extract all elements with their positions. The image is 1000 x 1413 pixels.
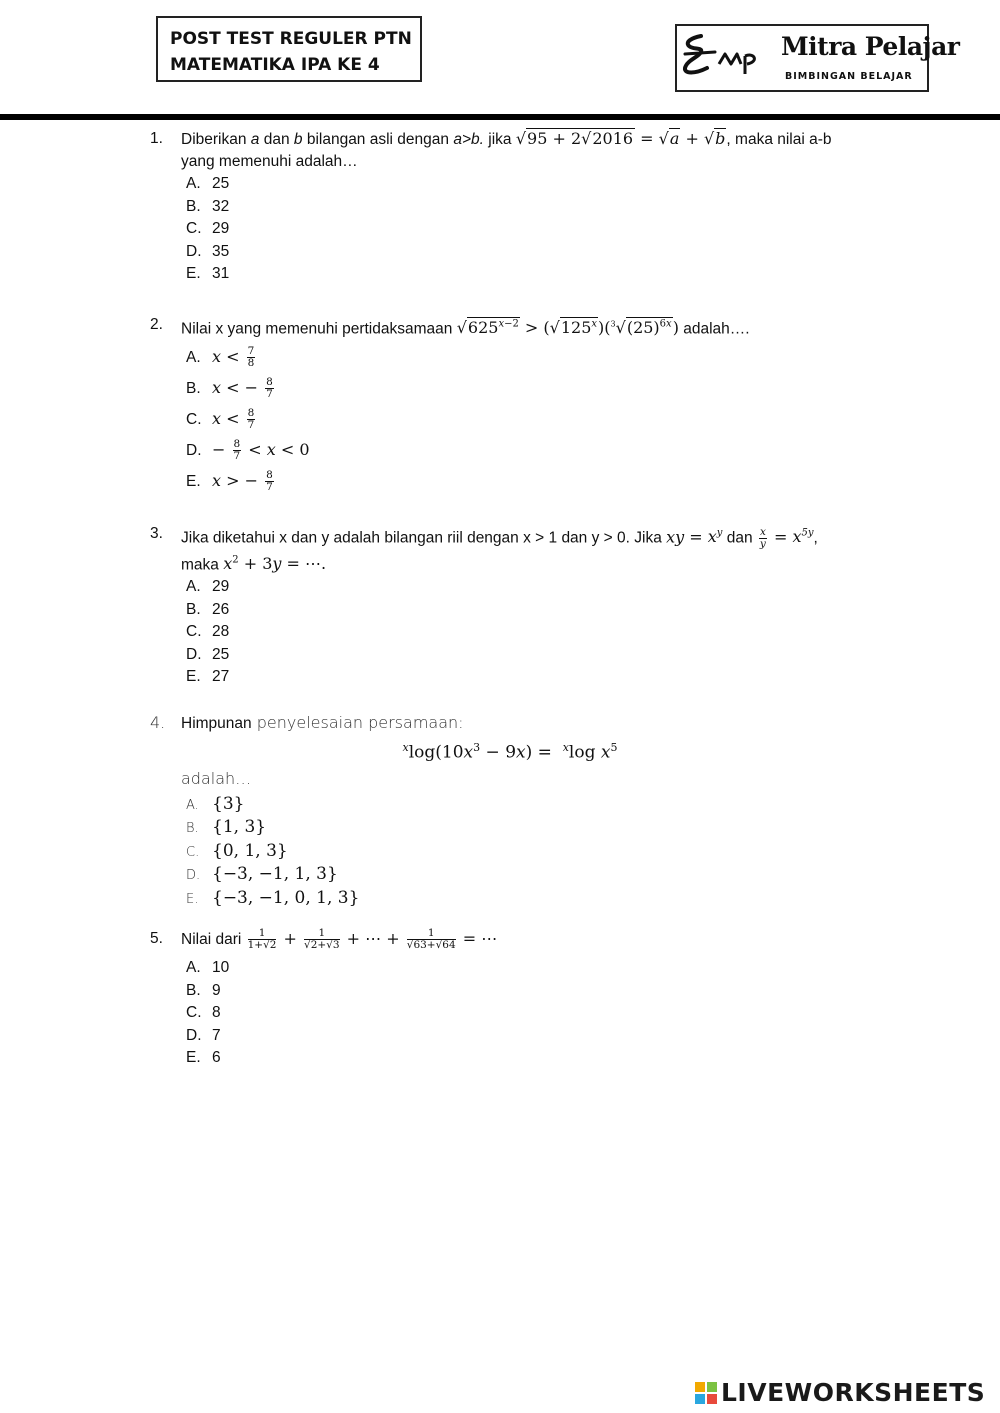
question-text-part: maka: [181, 556, 224, 574]
option-e[interactable]: [186, 263, 910, 286]
liveworksheets-logo[interactable]: [695, 1378, 985, 1408]
series-expression: $\frac{1}{1+√2}$ + $\frac{1}{√2+√3}$ + ⋯ + $\frac{1}{√63+√64}$ = ⋯: [247, 927, 498, 951]
options-list: [186, 576, 910, 689]
option-value: 31: [212, 265, 230, 283]
option-d[interactable]: [186, 863, 910, 887]
liveworksheets-icon: [695, 1382, 717, 1404]
option-label: D.: [186, 442, 202, 460]
option-label: D.: [186, 242, 202, 260]
question-text-part: dan: [259, 131, 294, 148]
question-number: 2.: [150, 316, 163, 333]
option-a[interactable]: [186, 957, 910, 980]
options-list: [186, 957, 910, 1070]
option-value: 29: [212, 578, 230, 596]
question-text-part: , maka nilai a-b: [726, 131, 832, 148]
option-label: D.: [186, 645, 202, 663]
option-label: A.: [186, 578, 201, 596]
option-label: D.: [186, 1026, 202, 1044]
option-label: A.: [186, 175, 201, 192]
question-text-part: dan: [722, 529, 757, 547]
option-a[interactable]: [186, 576, 910, 599]
question-4: [150, 712, 910, 910]
question-text-part: Himpunan: [181, 715, 252, 732]
logo: [675, 24, 960, 92]
equation: √95 + 2√2016 = √a + √b: [515, 129, 726, 148]
question-5: [150, 928, 910, 1070]
option-value: 25: [212, 645, 230, 663]
option-d[interactable]: [186, 439, 910, 470]
option-value-math: x < $\frac{8}{7}$: [212, 407, 255, 432]
option-c[interactable]: [186, 408, 910, 439]
option-value: 28: [212, 623, 230, 641]
question-text-part: Jika diketahui x dan y adalah bilangan riil dengan x > 1 dan y > 0. Jika: [181, 529, 667, 547]
question-text: [181, 314, 910, 340]
variable-a: a: [250, 131, 260, 148]
header-divider: [0, 114, 1000, 120]
log-equation: $^x\log(10x^3 - 9x) = ^x\log$ $x^5$: [402, 741, 618, 763]
options-list: [186, 173, 910, 286]
question-text-part: penyelesaian persamaan:: [251, 713, 464, 732]
title-line-2: MATEMATIKA IPA KE 4: [170, 55, 380, 75]
option-b[interactable]: [186, 816, 910, 840]
option-label: A.: [186, 959, 201, 976]
option-a[interactable]: [186, 346, 910, 377]
option-value: 7: [212, 1026, 221, 1044]
option-value: 35: [212, 242, 230, 260]
question-text: Jika diketahui x dan y adalah bilangan riil dengan x > 1 dan y > 0. Jika xy = $x^y$ dan $\frac{x}{y}$ = $x^{5y}$, maka $x^2 + 3y$ = ⋯.: [181, 525, 818, 574]
question-text-part: jika: [483, 131, 516, 148]
expression: $x^2 + 3y$ = ⋯.: [223, 554, 327, 574]
option-value-math: x > − $\frac{8}{7}$: [212, 469, 273, 494]
option-a[interactable]: [186, 173, 910, 196]
option-label: B.: [186, 600, 201, 618]
option-c[interactable]: [186, 218, 910, 241]
question-number: 3.: [150, 525, 163, 542]
emp-logo-mark-icon: [681, 30, 777, 80]
option-value: {1, 3}: [212, 817, 267, 838]
option-value-math: x < $\frac{7}{8}$: [212, 345, 255, 370]
question-text-line-2: yang memenuhi adalah…: [181, 153, 358, 170]
question-2: [150, 314, 910, 501]
option-e[interactable]: [186, 1047, 910, 1070]
option-value: {0, 1, 3}: [212, 840, 288, 861]
option-c[interactable]: [186, 840, 910, 864]
option-c[interactable]: [186, 621, 910, 644]
option-b[interactable]: [186, 980, 910, 1003]
question-text-part: adalah….: [678, 320, 750, 338]
option-value: 10: [212, 959, 230, 976]
option-label: C.: [186, 1004, 202, 1022]
logo-name: Mitra Pelajar: [781, 32, 960, 61]
option-a[interactable]: [186, 793, 910, 817]
option-value: 9: [212, 981, 221, 999]
option-label: A.: [186, 349, 201, 367]
option-value: 8: [212, 1004, 221, 1022]
option-value: {3}: [212, 793, 245, 814]
option-e[interactable]: [186, 666, 910, 689]
question-text-adalah: adalah…: [181, 768, 252, 788]
option-value: 32: [212, 197, 230, 215]
question-text: [181, 128, 910, 173]
option-label: E.: [186, 1049, 201, 1067]
option-label: E.: [186, 265, 201, 283]
option-b[interactable]: [186, 599, 910, 622]
option-d[interactable]: [186, 1025, 910, 1048]
option-label: B.: [186, 981, 201, 999]
option-label: B.: [186, 197, 201, 215]
option-value: {−3, −1, 1, 3}: [212, 864, 338, 885]
equation-xy: xy: [666, 527, 685, 547]
option-label: C.: [186, 411, 202, 429]
option-label: B.: [186, 821, 199, 837]
question-number: 1.: [150, 130, 163, 147]
options-list: [186, 793, 910, 911]
question-text-part: Nilai x yang memenuhi pertidaksamaan: [181, 320, 457, 338]
liveworksheets-brand: LIVEWORKSHEETS: [721, 1378, 986, 1407]
option-value: 26: [212, 600, 230, 618]
option-label: C.: [186, 220, 202, 238]
question-text: [181, 712, 910, 735]
option-label: D.: [186, 868, 201, 884]
condition: a>b.: [453, 131, 484, 148]
option-label: C.: [186, 844, 200, 860]
logo-subtitle: BIMBINGAN BELAJAR: [785, 71, 913, 82]
option-value-math: − $\frac{8}{7}$ < x < 0: [212, 438, 310, 463]
question-text-part: Diberikan: [181, 131, 251, 148]
question-number: 5.: [150, 930, 163, 947]
title-line-1: POST TEST REGULER PTN: [170, 29, 412, 49]
option-value: 27: [212, 668, 230, 686]
option-e[interactable]: [186, 887, 910, 911]
option-label: C.: [186, 623, 202, 641]
option-label: E.: [186, 473, 201, 491]
option-value: 29: [212, 220, 230, 238]
title-box: [156, 16, 422, 82]
variable-b: b: [293, 131, 303, 148]
question-text-part: Nilai dari: [181, 931, 246, 948]
option-value: {−3, −1, 0, 1, 3}: [212, 887, 360, 908]
option-b[interactable]: [186, 377, 910, 408]
option-value-math: x < − $\frac{8}{7}$: [212, 376, 273, 401]
option-value: 6: [212, 1049, 221, 1067]
option-value: 25: [212, 175, 230, 192]
question-text-part: bilangan asli dengan: [302, 131, 454, 148]
option-label: A.: [186, 797, 199, 813]
question-text: [181, 928, 910, 951]
option-c[interactable]: [186, 1002, 910, 1025]
option-label: E.: [186, 891, 199, 907]
options-list: [186, 346, 910, 501]
question-1: [150, 128, 910, 286]
question-3: [150, 523, 910, 689]
option-d[interactable]: [186, 241, 910, 264]
option-b[interactable]: [186, 196, 910, 219]
option-e[interactable]: [186, 470, 910, 501]
option-label: B.: [186, 380, 201, 398]
option-d[interactable]: [186, 644, 910, 667]
question-number: 4.: [150, 713, 166, 732]
option-label: E.: [186, 668, 201, 686]
inequality: $√625^{x-2} > (√125^x)(^3√(25)^{6x})$: [456, 318, 679, 338]
